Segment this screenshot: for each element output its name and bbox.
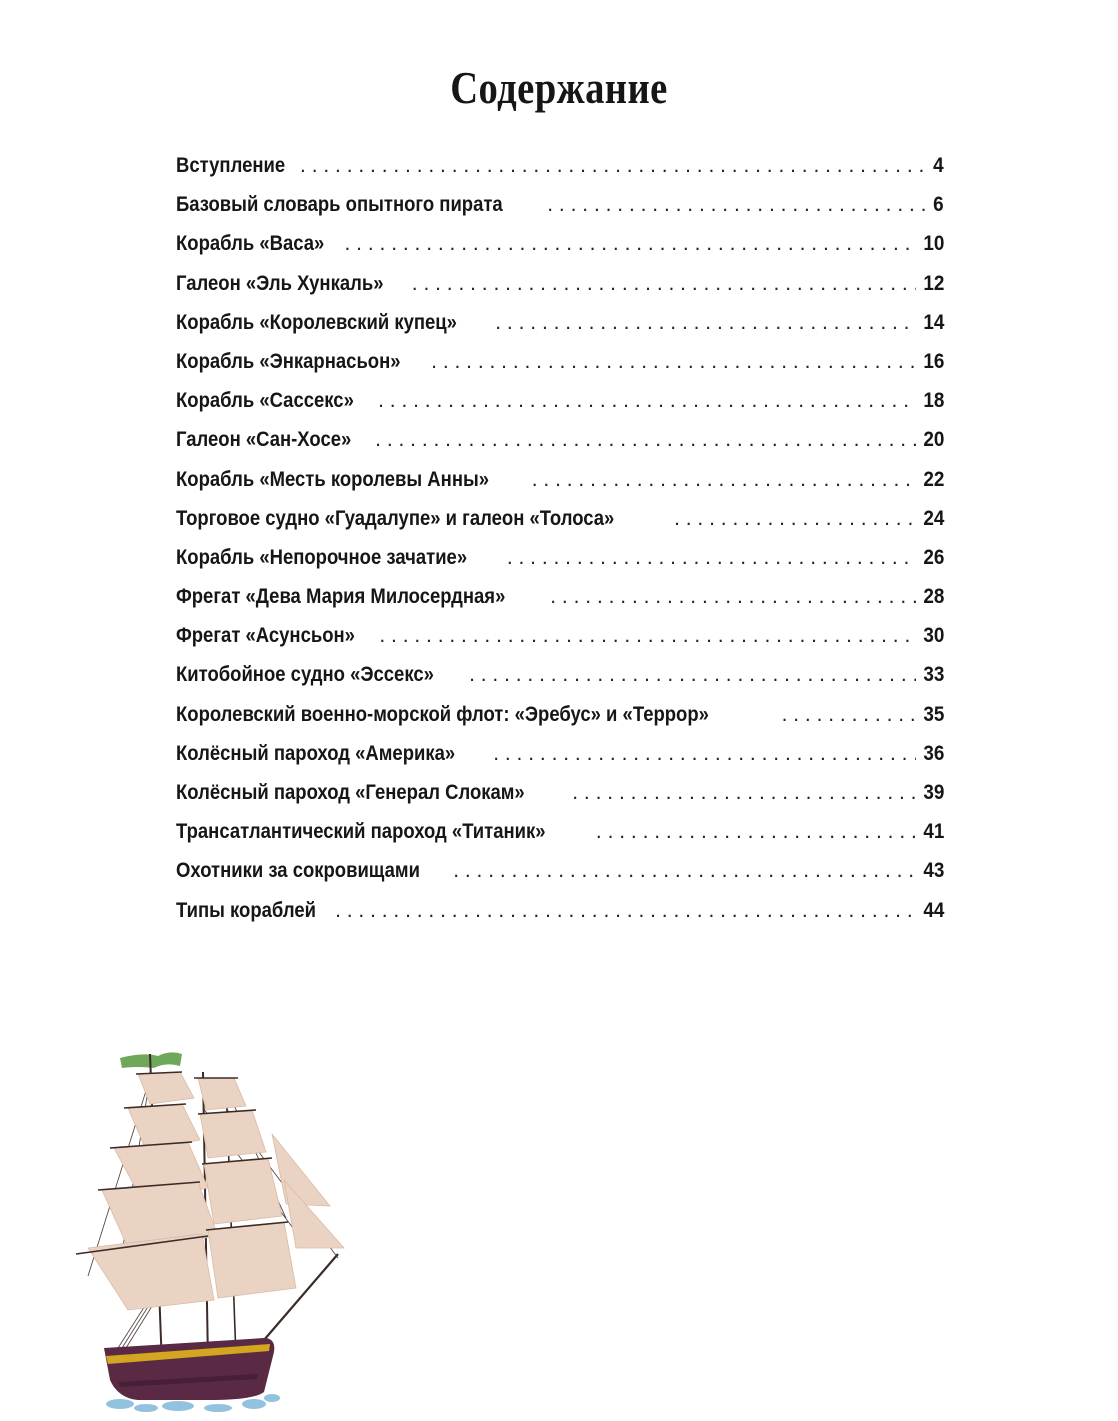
toc-entry-page-number: 22 [922,467,944,491]
toc-entry-page-number: 14 [922,310,944,334]
toc-entry-page-number: 10 [922,232,944,256]
toc-dot-leader [453,855,915,887]
toc-entry-page-number: 44 [922,898,944,922]
toc-entry-page-number: 33 [922,663,944,687]
table-of-contents [176,150,944,934]
toc-entry-page-number: 43 [922,859,944,883]
toc-entry-page-number: 6 [933,193,944,217]
sailing-ship-icon [58,1048,358,1416]
toc-entry [176,268,944,307]
toc-entry-page-number: 35 [922,702,944,726]
toc-dot-leader [300,150,927,182]
toc-dot-leader [469,659,916,691]
toc-entry-title: Корабль «Васа» [176,232,325,256]
toc-entry [176,503,944,542]
toc-entry [176,620,944,659]
toc-entry-page-number: 39 [922,781,944,804]
toc-entry [176,464,944,503]
page-title: Содержание [450,62,668,113]
toc-dot-leader [378,385,916,417]
toc-entry-title: Корабль «Королевский купец» [176,310,457,334]
toc-entry-title: Торговое судно «Гуадалупе» и галеон «Толоса» [176,506,615,530]
toc-entry-page-number: 30 [922,624,944,648]
toc-entry-title: Королевский военно-морской флот: «Эребус» и «Террор» [176,702,709,726]
toc-dot-leader [431,346,915,378]
toc-entry-page-number: 12 [922,271,944,295]
toc-entry-page-number: 16 [922,349,944,373]
toc-dot-leader [379,620,915,652]
toc-entry-page-number: 28 [922,585,944,609]
toc-entry-title: Трансатлантический пароход «Титаник» [176,820,546,844]
toc-entry-page-number: 24 [922,506,944,530]
toc-entry-title: Корабль «Месть королевы Анны» [176,467,490,491]
toc-entry-page-number: 26 [922,545,944,569]
toc-entry [176,738,944,777]
toc-entry [176,699,944,738]
toc-entry [176,385,944,424]
toc-dot-leader [572,777,915,809]
toc-entry [176,307,944,346]
toc-entry-page-number: 4 [933,154,944,177]
toc-entry [176,228,944,267]
toc-dot-leader [596,816,916,848]
toc-entry [176,581,944,620]
toc-entry-title: Галеон «Эль Хункаль» [176,271,384,295]
toc-entry-title: Галеон «Сан-Хосе» [176,428,352,452]
toc-entry [176,542,944,581]
toc-entry-title: Колёсный пароход «Генерал Слокам» [176,781,525,804]
toc-entry-title: Охотники за сокровищами [176,859,420,883]
toc-entry-title: Фрегат «Асунсьон» [176,624,355,648]
toc-entry-title: Китобойное судно «Эссекс» [176,663,434,687]
toc-entry-title: Корабль «Энкарнасьон» [176,349,401,373]
toc-entry [176,346,944,385]
toc-entry-title: Вступление [176,154,286,177]
toc-entry-page-number: 36 [922,741,944,765]
toc-dot-leader [335,895,916,927]
toc-dot-leader [532,464,916,496]
toc-entry [176,659,944,698]
toc-dot-leader [507,542,916,574]
toc-entry [176,895,944,934]
toc-entry-title: Колёсный пароход «Америка» [176,741,456,765]
toc-entry [176,777,944,816]
toc-entry [176,189,944,228]
toc-dot-leader [375,424,915,456]
toc-entry-title: Фрегат «Дева Мария Милосердная» [176,585,506,609]
toc-dot-leader [412,268,916,300]
toc-entry-title: Корабль «Непорочное зачатие» [176,545,468,569]
toc-entry [176,855,944,894]
toc-entry-page-number: 20 [922,428,944,452]
toc-entry-page-number: 41 [922,820,944,844]
toc-entry-title: Типы кораблей [176,898,316,922]
toc-entry-title: Корабль «Сассекс» [176,389,354,413]
toc-dot-leader [345,228,916,260]
toc-dot-leader [782,699,916,731]
toc-entry [176,816,944,855]
toc-entry [176,150,944,189]
toc-dot-leader [493,738,915,770]
toc-entry-title: Базовый словарь опытного пирата [176,193,503,217]
toc-entry [176,424,944,463]
toc-dot-leader [547,189,927,221]
toc-dot-leader [674,503,916,535]
toc-entry-page-number: 18 [922,389,944,413]
toc-dot-leader [550,581,915,613]
toc-dot-leader [495,307,915,339]
